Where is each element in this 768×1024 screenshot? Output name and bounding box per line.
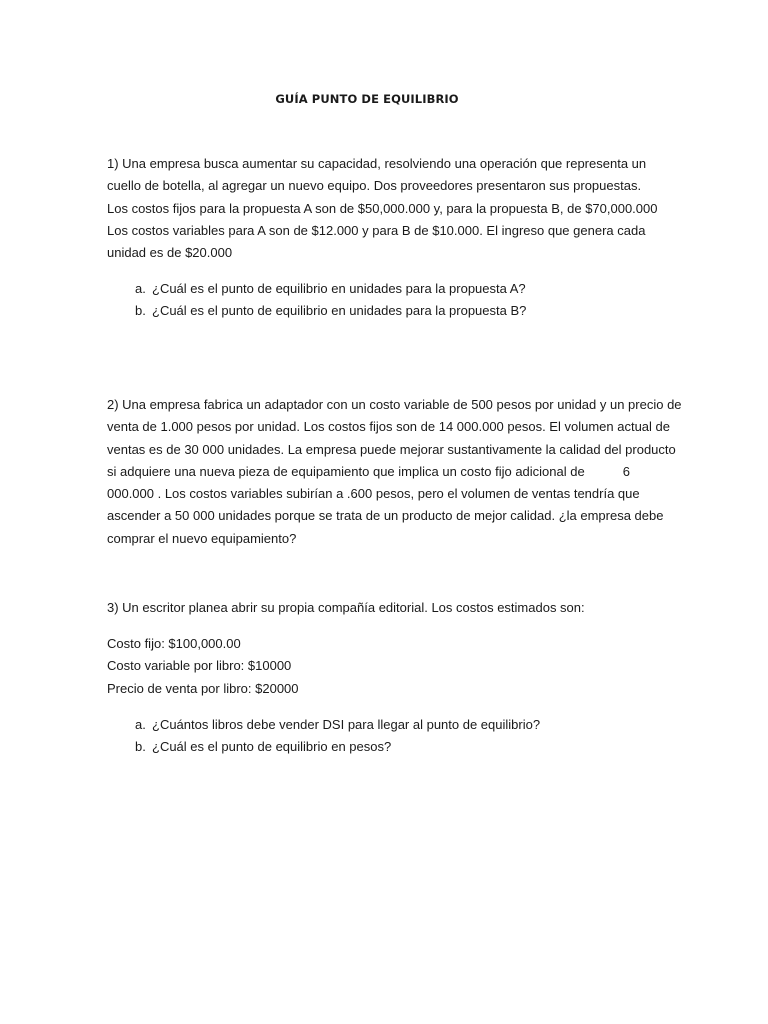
question-3-intro — [107, 597, 672, 619]
cost-line: Costo fijo: $100,000.00 — [107, 636, 241, 651]
text-line: 2) Una empresa fabrica un adaptador con un costo variable de 500 pesos por unidad y un precio de — [107, 397, 682, 412]
list-item-text: ¿Cuántos libros debe vender DSI para llegar al punto de equilibrio? — [152, 717, 541, 732]
document-title: GUÍA PUNTO DE EQUILIBRIO — [275, 92, 459, 106]
list-item — [135, 714, 540, 736]
text-line: venta de 1.000 pesos por unidad. Los costos fijos son de 14 000.000 pesos. El volumen actual de — [107, 419, 670, 435]
question-1-list — [135, 278, 526, 323]
text-line: cuello de botella, al agregar un nuevo equipo. Dos proveedores presentaron sus propuestas. — [107, 178, 642, 194]
text-line: unidad es de $20.000 — [107, 245, 233, 261]
cost-line: Precio de venta por libro: $20000 — [107, 680, 299, 696]
text-line: 3) Un escritor planea abrir su propia compañía editorial. Los costos estimados son: — [107, 600, 585, 615]
list-item — [135, 278, 526, 300]
text-line-part: 6 — [622, 463, 630, 479]
text-line: Los costos variables para A son de $12.000 y para B de $10.000. El ingreso que genera cada — [107, 222, 646, 238]
list-item-text: ¿Cuál es el punto de equilibrio en pesos? — [152, 739, 392, 755]
question-2-text — [107, 394, 682, 550]
text-line: 000.000 . Los costos variables subirían a .600 pesos, pero el volumen de ventas tendría que — [107, 486, 640, 502]
text-line: ascender a 50 000 unidades porque se trata de un producto de mejor calidad. ¿la empresa debe — [107, 508, 664, 524]
text-line: 1) Una empresa busca aumentar su capacidad, resolviendo una operación que representa un — [107, 156, 647, 171]
text-line: comprar el nuevo equipamiento? — [107, 530, 297, 546]
text-line-part: si adquiere una nueva pieza de equipamiento que implica un costo fijo adicional de — [107, 463, 585, 479]
cost-line: Costo variable por libro: $10000 — [107, 658, 292, 674]
list-item-text: ¿Cuál es el punto de equilibrio en unidades para la propuesta B? — [152, 303, 527, 319]
text-line: Los costos fijos para la propuesta A son de $50,000.000 y, para la propuesta B, de $70,000.000 — [107, 200, 658, 216]
list-item — [135, 736, 540, 758]
list-marker: b. — [135, 739, 146, 755]
text-line — [107, 461, 672, 483]
question-3-list — [135, 714, 540, 759]
list-item — [135, 300, 526, 322]
question-3-costs — [107, 633, 672, 700]
list-marker: a. — [135, 717, 146, 732]
list-marker: b. — [135, 303, 146, 319]
list-item-text: ¿Cuál es el punto de equilibrio en unidades para la propuesta A? — [152, 281, 526, 296]
list-marker: a. — [135, 281, 146, 296]
question-1-text — [107, 153, 672, 264]
text-line: ventas es de 30 000 unidades. La empresa puede mejorar sustantivamente la calidad del producto — [107, 441, 676, 457]
